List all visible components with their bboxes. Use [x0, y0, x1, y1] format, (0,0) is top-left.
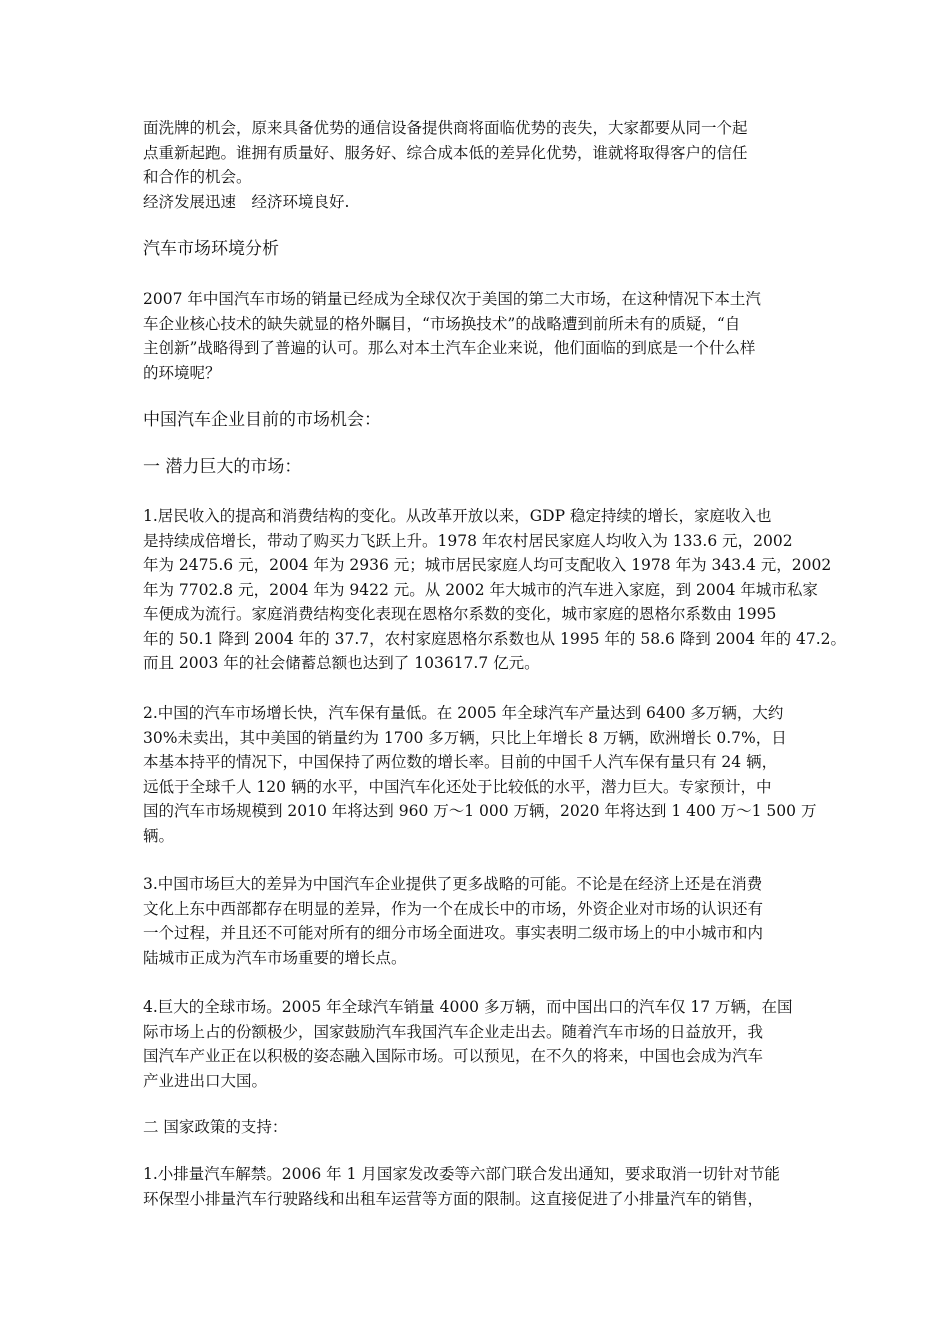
text-line: 国的汽车市场规模到 2010 年将达到 960 万～1 000 万辆，2020 年将达到 1 400 万～1 500 万	[143, 802, 817, 820]
text-line: 经济发展迅速 经济环境良好.	[143, 192, 350, 211]
text-line: 辆。	[143, 826, 175, 845]
text-line: 文化上东中西部都存在明显的差异，作为一个在成长中的市场，外资企业对市场的认识还有	[143, 899, 764, 918]
text-line: 年的 50.1 降到 2004 年的 37.7，农村家庭恩格尔系数也从 1995 年的 58.6 降到 2004 年的 47.2。	[143, 629, 847, 648]
text-line: 国汽车产业正在以积极的姿态融入国际市场。可以预见，在不久的将来，中国也会成为汽车	[143, 1047, 764, 1065]
paragraph-market-differences	[143, 872, 807, 970]
text-line: 际市场上占的份额极少，国家鼓励汽车我国汽车企业走出去。随着汽车市场的日益放开，我	[143, 1022, 764, 1041]
text-line: 2.中国的汽车市场增长快，汽车保有量低。在 2005 年全球汽车产量达到 6400 多万辆，大约	[143, 704, 784, 722]
text-line: 点重新起跑。谁拥有质量好、服务好、综合成本低的差异化优势，谁就将取得客户的信任	[143, 143, 748, 162]
text-line: 一个过程，并且还不可能对所有的细分市场全面进攻。事实表明二级市场上的中小城市和内	[143, 924, 764, 942]
text-line: 而且 2003 年的社会储蓄总额也达到了 103617.7 亿元。	[143, 654, 540, 672]
text-line: 年为 7702.8 元，2004 年为 9422 元。从 2002 年大城市的汽车进入家庭，到 2004 年城市私家	[143, 580, 818, 599]
intro-paragraph	[143, 116, 807, 214]
heading-auto-market-analysis: 汽车市场环境分析	[143, 239, 279, 259]
text-line: 车企业核心技术的缺失就显的格外瞩目，“市场换技术”的战略遭到前所未有的质疑，“自	[143, 314, 741, 333]
text-line: 年为 2475.6 元，2004 年为 2936 元；城市居民家庭人均可支配收入 1978 年为 343.4 元，2002	[143, 556, 832, 574]
text-line: 主创新”战略得到了普遍的认可。那么对本土汽车企业来说，他们面临的到底是一个什么样	[143, 339, 756, 357]
text-line: 是持续成倍增长，带动了购买力飞跃上升。1978 年农村居民家庭人均收入为 133.6 元，2002	[143, 531, 793, 550]
heading-section-one: 一 潜力巨大的市场：	[143, 457, 302, 477]
text-line: 远低于全球千人 120 辆的水平，中国汽车化还处于比较低的水平，潜力巨大。专家预计，中	[143, 777, 772, 796]
text-line: 2007 年中国汽车市场的销量已经成为全球仅次于美国的第二大市场，在这种情况下本土汽	[143, 290, 761, 308]
text-line: 1.居民收入的提高和消费结构的变化。从改革开放以来，GDP 稳定持续的增长，家庭收入也	[143, 507, 772, 525]
text-line: 30%未卖出，其中美国的销量约为 1700 多万辆，只比上年增长 8 万辆，欧洲增长 0.7%，日	[143, 728, 787, 747]
paragraph-global-market	[143, 995, 807, 1093]
text-line: 产业进出口大国。	[143, 1071, 268, 1090]
text-line: 的环境呢？	[143, 363, 221, 382]
text-line: 面洗牌的机会，原来具备优势的通信设备提供商将面临优势的丧失，大家都要从同一个起	[143, 119, 748, 137]
text-line: 3.中国市场巨大的差异为中国汽车企业提供了更多战略的可能。不论是在经济上还是在消费	[143, 875, 763, 893]
text-line: 环保型小排量汽车行驶路线和出租车运营等方面的限制。这直接促进了小排量汽车的销售，	[143, 1189, 764, 1208]
text-line: 本基本持平的情况下，中国保持了两位数的增长率。目前的中国千人汽车保有量只有 24 辆，	[143, 753, 778, 771]
text-line: 1.小排量汽车解禁。2006 年 1 月国家发改委等六部门联合发出通知，要求取消一切针对节能	[143, 1165, 780, 1183]
text-line: 陆城市正成为汽车市场重要的增长点。	[143, 948, 407, 967]
paragraph-2007-market	[143, 287, 807, 385]
heading-section-two: 二 国家政策的支持：	[143, 1118, 288, 1136]
paragraph-market-growth	[143, 701, 817, 848]
text-line: 车便成为流行。家庭消费结构变化表现在恩格尔系数的变化，城市家庭的恩格尔系数由 1995	[143, 605, 777, 623]
text-line: 4.巨大的全球市场。2005 年全球汽车销量 4000 多万辆，而中国出口的汽车仅 17 万辆，在国	[143, 998, 793, 1016]
text-line: 和合作的机会。	[143, 168, 252, 186]
paragraph-small-displacement	[143, 1162, 807, 1211]
heading-market-opportunities: 中国汽车企业目前的市场机会：	[143, 410, 381, 430]
paragraph-income-growth	[143, 504, 847, 676]
